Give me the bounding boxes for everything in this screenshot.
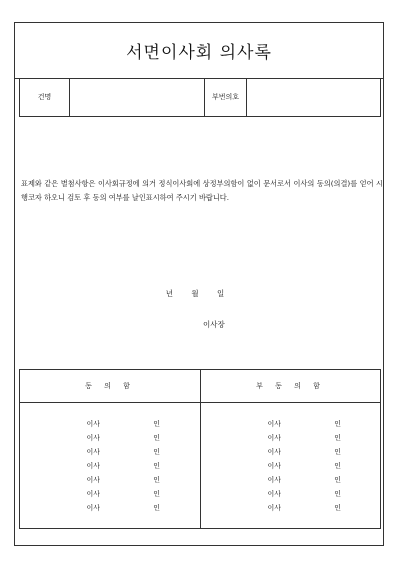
disagree-header: 부 동 의 함 bbox=[201, 370, 380, 403]
director-label: 이사 bbox=[86, 420, 100, 428]
director-label: 이사 bbox=[267, 476, 281, 484]
signer-title: 이사장 bbox=[203, 320, 225, 329]
signature-row bbox=[20, 487, 200, 501]
document-title: 서면이사회 의사록 bbox=[126, 43, 272, 63]
signature-row bbox=[20, 501, 200, 515]
signature-row bbox=[201, 445, 380, 459]
subject-label: 건명 bbox=[20, 78, 70, 116]
body-paragraph: 표제와 같은 별첨사항은 이사회규정에 의거 정식이사회에 상정부의함이 없이 문서로서 이사의 동의(의결)를 얻어 시행코자 하오니 검토 후 동의 여부를 날인표시하여 주시기 바랍니다. bbox=[21, 179, 383, 202]
agree-column bbox=[20, 370, 200, 528]
seal-mark[interactable]: 인 bbox=[334, 490, 341, 498]
director-label: 이사 bbox=[86, 462, 100, 470]
director-label: 이사 bbox=[86, 476, 100, 484]
seal-mark[interactable]: 인 bbox=[153, 420, 160, 428]
seal-mark[interactable]: 인 bbox=[153, 476, 160, 484]
signature-row bbox=[20, 431, 200, 445]
director-label: 이사 bbox=[86, 504, 100, 512]
document-frame bbox=[14, 22, 384, 546]
director-label: 이사 bbox=[267, 448, 281, 456]
seal-mark[interactable]: 인 bbox=[153, 434, 160, 442]
vote-table bbox=[19, 369, 381, 529]
seal-mark[interactable]: 인 bbox=[334, 434, 341, 442]
header-table bbox=[19, 78, 381, 117]
date-line: 년 월 일 bbox=[165, 289, 233, 298]
signature-row bbox=[201, 417, 380, 431]
number-label: 부번의호 bbox=[205, 78, 247, 116]
signature-row bbox=[201, 431, 380, 445]
director-label: 이사 bbox=[267, 420, 281, 428]
title-band bbox=[15, 23, 383, 79]
agree-rows bbox=[20, 403, 200, 515]
seal-mark[interactable]: 인 bbox=[153, 462, 160, 470]
signature-row bbox=[201, 459, 380, 473]
director-label: 이사 bbox=[267, 434, 281, 442]
agree-header: 동 의 함 bbox=[20, 370, 200, 403]
seal-mark[interactable]: 인 bbox=[334, 476, 341, 484]
disagree-column bbox=[200, 370, 380, 528]
seal-mark[interactable]: 인 bbox=[334, 462, 341, 470]
signature-row bbox=[201, 473, 380, 487]
seal-mark[interactable]: 인 bbox=[153, 490, 160, 498]
seal-mark[interactable]: 인 bbox=[334, 420, 341, 428]
signature-row bbox=[20, 459, 200, 473]
director-label: 이사 bbox=[86, 448, 100, 456]
seal-mark[interactable]: 인 bbox=[334, 448, 341, 456]
disagree-rows bbox=[201, 403, 380, 515]
signature-row bbox=[201, 501, 380, 515]
seal-mark[interactable]: 인 bbox=[153, 448, 160, 456]
number-value-field[interactable] bbox=[247, 78, 380, 116]
director-label: 이사 bbox=[267, 490, 281, 498]
director-label: 이사 bbox=[267, 504, 281, 512]
subject-value-field[interactable] bbox=[70, 78, 205, 116]
seal-mark[interactable]: 인 bbox=[153, 504, 160, 512]
director-label: 이사 bbox=[86, 490, 100, 498]
signature-row bbox=[201, 487, 380, 501]
seal-mark[interactable]: 인 bbox=[334, 504, 341, 512]
signature-row bbox=[20, 417, 200, 431]
signature-row bbox=[20, 445, 200, 459]
signature-row bbox=[20, 473, 200, 487]
director-label: 이사 bbox=[267, 462, 281, 470]
director-label: 이사 bbox=[86, 434, 100, 442]
